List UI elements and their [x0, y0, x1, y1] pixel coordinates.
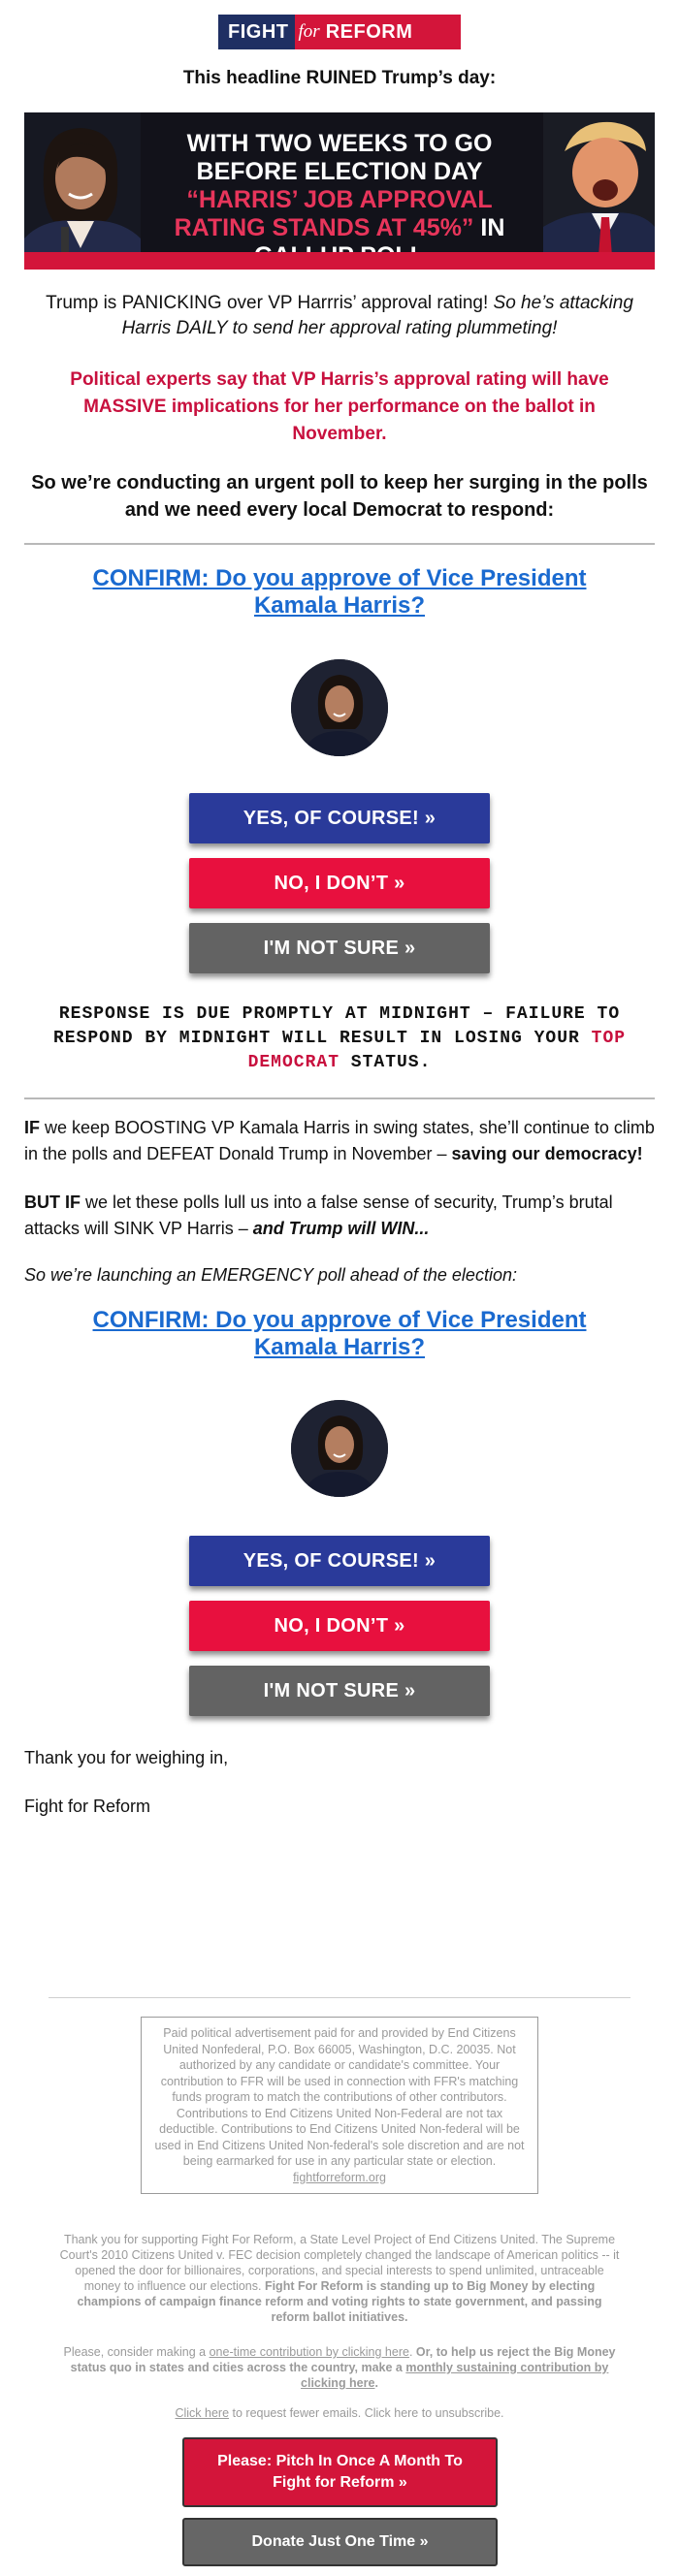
banner-headline — [146, 130, 534, 270]
intro-plain: Trump is PANICKING over VP Harrris’ approval rating! — [46, 293, 494, 313]
consider-a: Please, consider making a — [63, 2345, 210, 2359]
confirm-link-1[interactable]: CONFIRM: Do you approve of Vice President Kamala Harris? — [92, 565, 587, 619]
deadline-notice — [39, 1002, 640, 1075]
headline: This headline RUINED Trump’s day: — [182, 68, 497, 88]
about-paragraph — [58, 2232, 621, 2325]
fight-for-reform-logo[interactable] — [218, 15, 461, 49]
harris-avatar-icon-2 — [291, 1400, 388, 1497]
deadline-text: RESPONSE IS DUE PROMPTLY AT MIDNIGHT – FAILURE TO RESPOND BY MIDNIGHT WILL RESULT IN LOSING YOUR — [52, 1004, 621, 1048]
monthly-donate-button[interactable]: Please: Pitch In Once A Month To Fight for Reform » — [182, 2437, 498, 2507]
consider-b: . — [408, 2345, 416, 2359]
news-banner-image[interactable] — [24, 112, 655, 270]
thanks-line: Thank you for weighing in, — [24, 1748, 229, 1767]
signature: Fight for Reform — [24, 1797, 151, 1816]
but-if-lead: BUT IF — [24, 1193, 81, 1212]
fewer-emails-line — [58, 2405, 621, 2421]
if-paragraph — [24, 1115, 660, 1167]
yes-button-1[interactable]: YES, OF COURSE! » — [189, 793, 490, 843]
urgent-paragraph: So we’re conducting an urgent poll to keep her surging in the polls and we need every local Democrat to respond: — [31, 472, 648, 521]
not-sure-button-2[interactable]: I'M NOT SURE » — [189, 1666, 490, 1716]
logo-fight: FIGHT — [218, 15, 295, 49]
disclaimer-site-link[interactable]: fightforreform.org — [293, 2170, 386, 2184]
about-bold: Fight For Reform is standing up to Big Money by electing champions of campaign finance reform and voting rights to state government, and passing reform ballot initiatives. — [77, 2279, 602, 2324]
fewer-emails-link[interactable]: Click here — [175, 2406, 230, 2420]
but-if-text: we let these polls lull us into a false sense of security, Trump’s brutal attacks will SINK VP Harris – — [24, 1193, 613, 1238]
no-button-1[interactable]: NO, I DON’T » — [189, 858, 490, 908]
consider-paragraph — [58, 2344, 621, 2391]
one-time-donate-button[interactable]: Donate Just One Time » — [182, 2518, 498, 2566]
confirm-link-2[interactable]: CONFIRM: Do you approve of Vice President Kamala Harris? — [92, 1307, 587, 1360]
about-text: Thank you for supporting Fight For Reform, a State Level Project of End Citizens United. The Supreme Court's 2010 Citizens United v. FEC decision completely changed the landscape of American politics -- it opened the door for billionaires, corporations, and special interests to spend unlimited, untraceable money to influence our elections. — [59, 2233, 620, 2293]
harris-avatar[interactable] — [291, 659, 388, 756]
consider-bold: Or, to help us reject the Big Money status quo in states and cities across the country, make a — [70, 2345, 616, 2374]
if-text: we keep BOOSTING VP Kamala Harris in swing states, she’ll continue to climb in the polls and DEFEAT Donald Trump in November – — [24, 1118, 655, 1163]
banner-red-quote: “HARRIS’ JOB APPROVAL RATING STANDS AT 45%” — [174, 186, 493, 241]
footer-divider — [48, 1997, 630, 1998]
harris-portrait-icon — [24, 112, 141, 270]
logo-for: for — [295, 15, 324, 49]
divider-middle — [24, 1097, 655, 1099]
emergency-paragraph: So we’re launching an EMERGENCY poll ahead of the election: — [24, 1265, 517, 1285]
intro-paragraph — [39, 291, 640, 341]
banner-line1: WITH TWO WEEKS TO GO BEFORE ELECTION DAY — [186, 130, 493, 185]
no-button-2[interactable]: NO, I DON’T » — [189, 1601, 490, 1651]
if-lead: IF — [24, 1118, 40, 1137]
one-time-contribution-link[interactable]: one-time contribution by clicking here — [209, 2345, 409, 2359]
divider-top — [24, 543, 655, 545]
consider-c: . — [374, 2376, 378, 2390]
intro-italic: So he’s attacking Harris DAILY to send her approval rating plummeting! — [121, 293, 633, 338]
unsubscribe-text[interactable]: to request fewer emails. Click here to unsubscribe. — [229, 2406, 504, 2420]
banner-red-stripe — [24, 252, 655, 270]
logo-reform: REFORM — [324, 15, 461, 49]
but-if-paragraph — [24, 1190, 660, 1242]
if-bold: saving our democracy! — [451, 1144, 643, 1163]
trump-portrait-icon — [543, 112, 655, 270]
yes-button-2[interactable]: YES, OF COURSE! » — [189, 1536, 490, 1586]
deadline-after: STATUS. — [340, 1053, 432, 1072]
but-if-bolditalic: and Trump will WIN... — [252, 1219, 430, 1238]
monthly-contribution-link[interactable]: monthly sustaining contribution by clicking here — [301, 2361, 609, 2390]
disclaimer-text: Paid political advertisement paid for and provided by End Citizens United Nonfederal, P.O. Box 66005, Washington, D.C. 20035. Not authorized by any candidate or candidate's committee. Your contribution to FFR will be used in connection with FFR's matching funds program to match the contributions of other contributors. Contributions to End Citizens United Non-Federal are not tax deductible. Contributions to End Citizens United Non-federal will be used in End Citizens United Non-federal's sole discretion and are not being earmarked for use in any particular state or election. — [154, 2026, 525, 2168]
banner-line3: IN — [480, 214, 505, 241]
experts-paragraph: Political experts say that VP Harris’s approval rating will have MASSIVE implications for her performance on the ballot in November. — [70, 369, 609, 444]
deadline-red: TOP DEMOCRAT — [247, 1029, 627, 1072]
harris-avatar-2[interactable] — [291, 1400, 388, 1497]
harris-avatar-icon — [291, 659, 388, 756]
not-sure-button-1[interactable]: I'M NOT SURE » — [189, 923, 490, 973]
legal-disclaimer — [141, 2017, 538, 2194]
